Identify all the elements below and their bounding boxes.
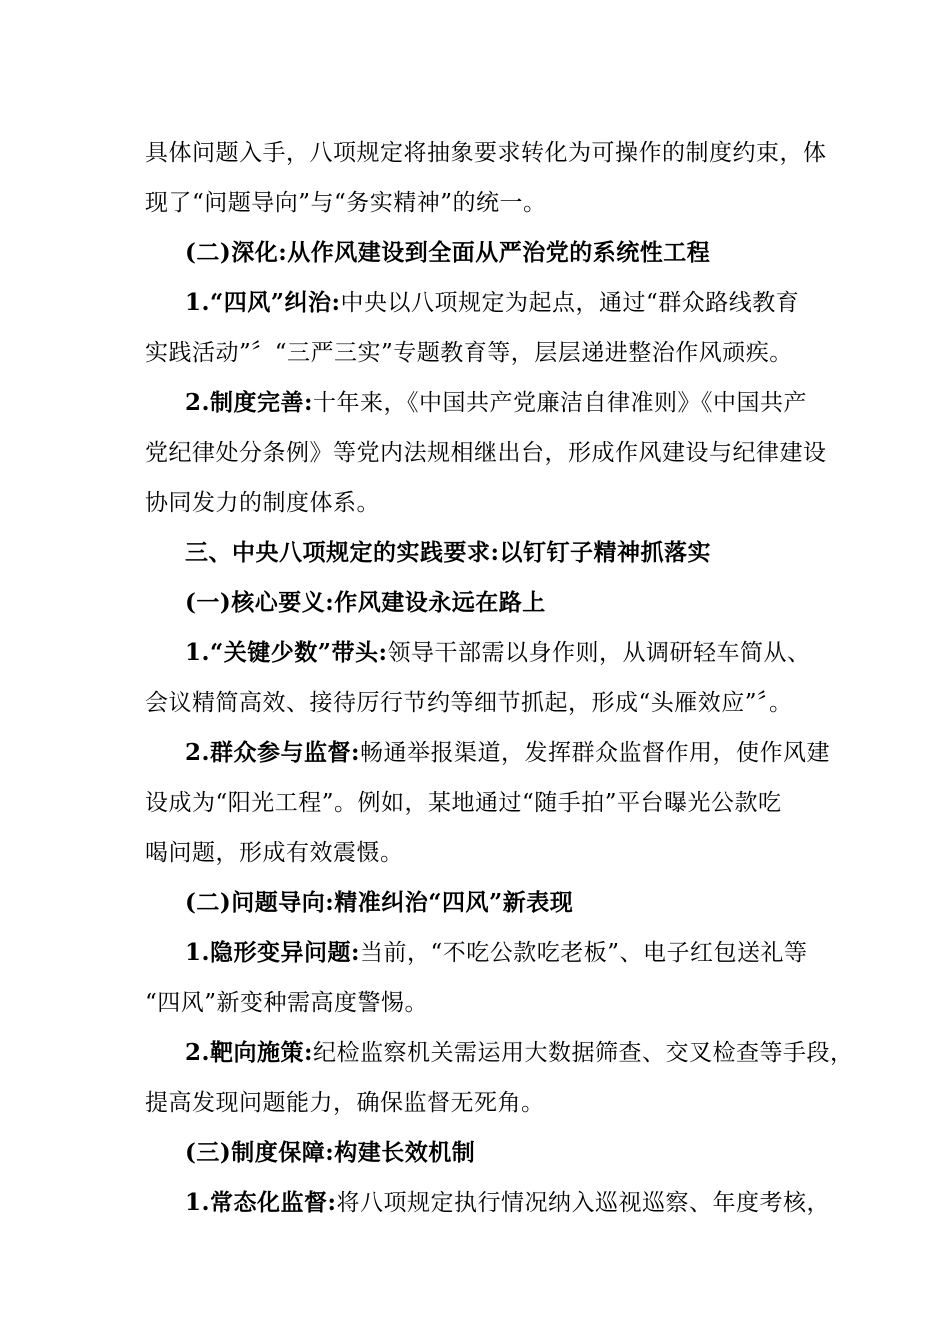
item-text: 当前，“不吃公款吃老板”、电子红包送礼等 <box>360 940 808 966</box>
document-body <box>145 128 854 1228</box>
section-heading: (二)问题导向:精准纠治“四风”新表现 <box>185 889 574 916</box>
item-text: 将八项规定执行情况纳入巡视巡察、年度考核， <box>336 1190 831 1216</box>
item-text: 领导干部需以身作则，从调研轻车简从、 <box>387 640 811 666</box>
item-text: 纪检监察机关需运用大数据筛查、交叉检查等手段， <box>313 1040 854 1066</box>
paragraph-line <box>145 378 815 428</box>
paragraph-line: 现了“问题导向”与“务实精神”的统一。 <box>145 190 547 216</box>
section-heading: (二)深化:从作风建设到全面从严治党的系统性工程 <box>185 239 711 266</box>
paragraph-line: 设成为“阳光工程”。例如，某地通过“随手拍”平台曝光公款吃 <box>145 790 782 816</box>
paragraph-line: 实践活动”〞“三严三实”专题教育等，层层递进整治作风顽疾。 <box>145 340 793 366</box>
chapter-heading: 三、中央八项规定的实践要求:以钉钉子精神抓落实 <box>185 539 711 566</box>
paragraph-line: 会议精简高效、接待厉行节约等细节抓起，形成“头雁效应”〞。 <box>145 690 793 716</box>
paragraph-line: 提高发现问题能力，确保监督无死角。 <box>145 1090 545 1116</box>
paragraph-line: 喝问题，形成有效震慑。 <box>145 840 404 866</box>
item-label: 1.隐形变异问题: <box>185 939 361 966</box>
item-text: 中央以八项规定为起点，通过“群众路线教育 <box>340 290 800 316</box>
item-label: 2.制度完善: <box>185 389 314 416</box>
paragraph-line <box>145 278 815 328</box>
item-text: 畅通举报渠道，发挥群众监督作用，使作风建 <box>360 740 831 766</box>
paragraph-line: 党纪律处分条例》等党内法规相继出台，形成作风建设与纪律建设 <box>145 440 827 466</box>
item-label: 1.“关键少数”带头: <box>185 639 388 666</box>
item-label: 2.靶向施策: <box>185 1039 314 1066</box>
paragraph-line: 具体问题入手，八项规定将抽象要求转化为可操作的制度约束，体 <box>145 140 827 166</box>
item-label: 1.“四风”纠治: <box>185 289 341 316</box>
paragraph-line: 协同发力的制度体系。 <box>145 490 380 516</box>
paragraph-line: “四风”新变种需高度警惕。 <box>145 990 429 1016</box>
paragraph-line <box>145 1178 831 1228</box>
item-label: 2.群众参与监督: <box>185 739 361 766</box>
paragraph-line <box>145 1028 854 1078</box>
paragraph-line <box>145 728 831 778</box>
section-heading: (三)制度保障:构建长效机制 <box>185 1139 476 1166</box>
section-heading: (一)核心要义:作风建设永远在路上 <box>185 589 546 616</box>
item-text: 十年来，《中国共产党廉洁自律准则》《中国共产 <box>313 390 808 416</box>
item-label: 1.常态化监督: <box>185 1189 337 1216</box>
paragraph-line <box>145 628 815 678</box>
paragraph-line <box>145 928 815 978</box>
